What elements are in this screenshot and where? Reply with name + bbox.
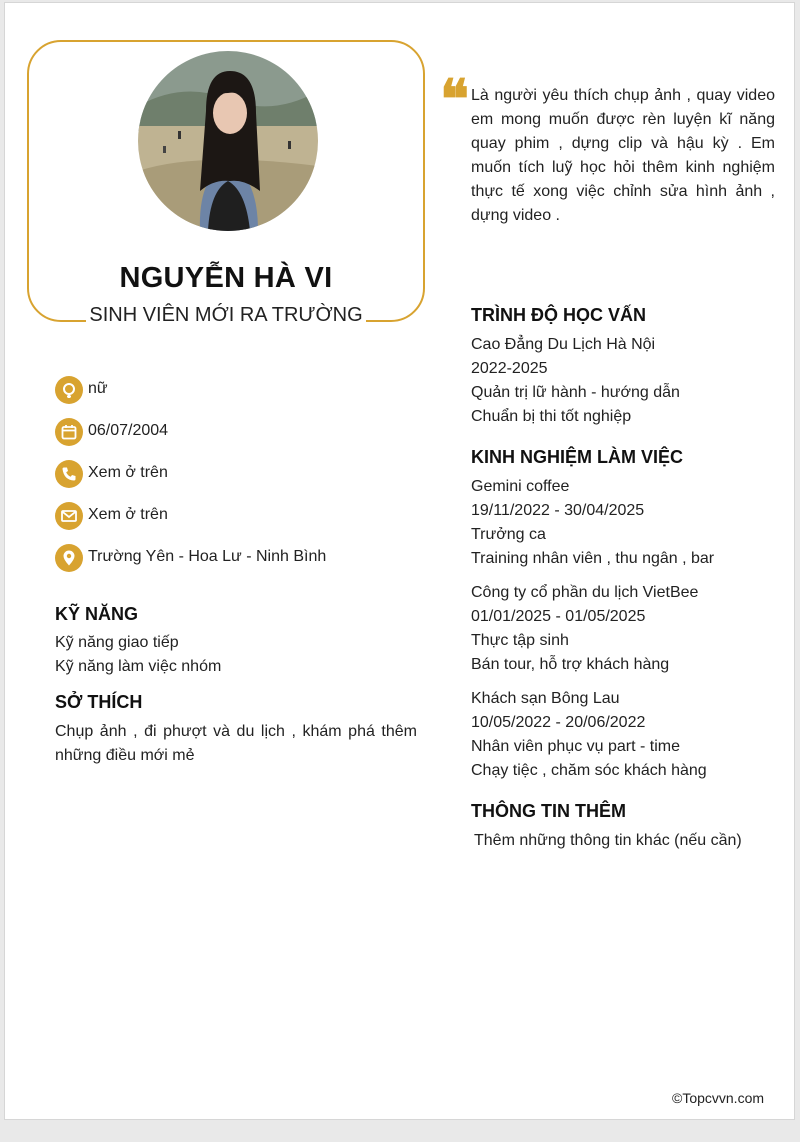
- location-icon: [55, 544, 83, 572]
- education-period: 2022-2025: [471, 360, 548, 377]
- experience-period: 01/01/2025 - 01/05/2025: [471, 608, 646, 625]
- education-school: Cao Đẳng Du Lịch Hà Nội: [471, 336, 656, 353]
- experience-company: Khách sạn Bông Lau: [471, 690, 620, 707]
- phone-icon: [55, 460, 83, 488]
- education-heading: TRÌNH ĐỘ HỌC VẤN: [471, 305, 646, 325]
- skills-list: [55, 631, 221, 679]
- experience-desc: Bán tour, hỗ trợ khách hàng: [471, 656, 670, 673]
- experience-company: Gemini coffee: [471, 478, 570, 495]
- experience-list: [471, 475, 714, 793]
- profile-photo: [138, 51, 318, 231]
- address-value: Trường Yên - Hoa Lư - Ninh Bình: [88, 548, 327, 565]
- gender-icon: [55, 376, 83, 404]
- skill-item: Kỹ năng làm việc nhóm: [55, 658, 222, 675]
- education-note: Chuẩn bị thi tốt nghiệp: [471, 408, 632, 425]
- skill-item: Kỹ năng giao tiếp: [55, 634, 179, 651]
- experience-heading: KINH NGHIỆM LÀM VIỆC: [471, 447, 684, 467]
- birthday-value: 06/07/2004: [88, 422, 169, 439]
- experience-item: [471, 475, 714, 571]
- extra-heading: THÔNG TIN THÊM: [471, 801, 626, 821]
- gender-value: nữ: [88, 380, 108, 397]
- hobbies-heading: SỞ THÍCH: [55, 692, 143, 712]
- experience-period: 10/05/2022 - 20/06/2022: [471, 714, 646, 731]
- email-value: Xem ở trên: [88, 506, 168, 523]
- calendar-icon: [55, 418, 83, 446]
- experience-role: Nhân viên phục vụ part - time: [471, 738, 680, 755]
- about-text: Là người yêu thích chụp ảnh , quay video em mong muốn được rèn luyện kĩ năng quay phim , dựng clip và hậu kỳ . Em muốn tích luỹ học hỏi thêm kinh nghiệm thực tế xong việc chỉnh sửa hình ảnh , dựng video .: [471, 87, 775, 224]
- phone-value: Xem ở trên: [88, 464, 168, 481]
- extra-block: [474, 829, 742, 853]
- experience-period: 19/11/2022 - 30/04/2025: [471, 502, 645, 519]
- candidate-name: NGUYỄN HÀ VI: [119, 262, 333, 294]
- experience-item: [471, 581, 714, 677]
- experience-item: [471, 687, 714, 783]
- candidate-title: SINH VIÊN MỚI RA TRƯỜNG: [89, 304, 363, 326]
- extra-text: Thêm những thông tin khác (nếu cần): [474, 832, 742, 849]
- experience-desc: Training nhân viên , thu ngân , bar: [471, 550, 715, 567]
- experience-role: Thực tập sinh: [471, 632, 569, 649]
- mail-icon: [55, 502, 83, 530]
- hobbies-text: Chụp ảnh , đi phượt và du lịch , khám phá thêm những điều mới mẻ: [55, 723, 417, 764]
- skills-heading: KỸ NĂNG: [55, 604, 139, 624]
- footer-credit[interactable]: ©Topcvvn.com: [672, 1090, 765, 1106]
- quote-icon: ❝: [440, 67, 470, 131]
- education-block: [471, 333, 680, 429]
- experience-desc: Chạy tiệc , chăm sóc khách hàng: [471, 762, 707, 779]
- experience-role: Trưởng ca: [471, 526, 546, 543]
- education-major: Quản trị lữ hành - hướng dẫn: [471, 384, 680, 401]
- experience-company: Công ty cổ phần du lịch VietBee: [471, 584, 699, 601]
